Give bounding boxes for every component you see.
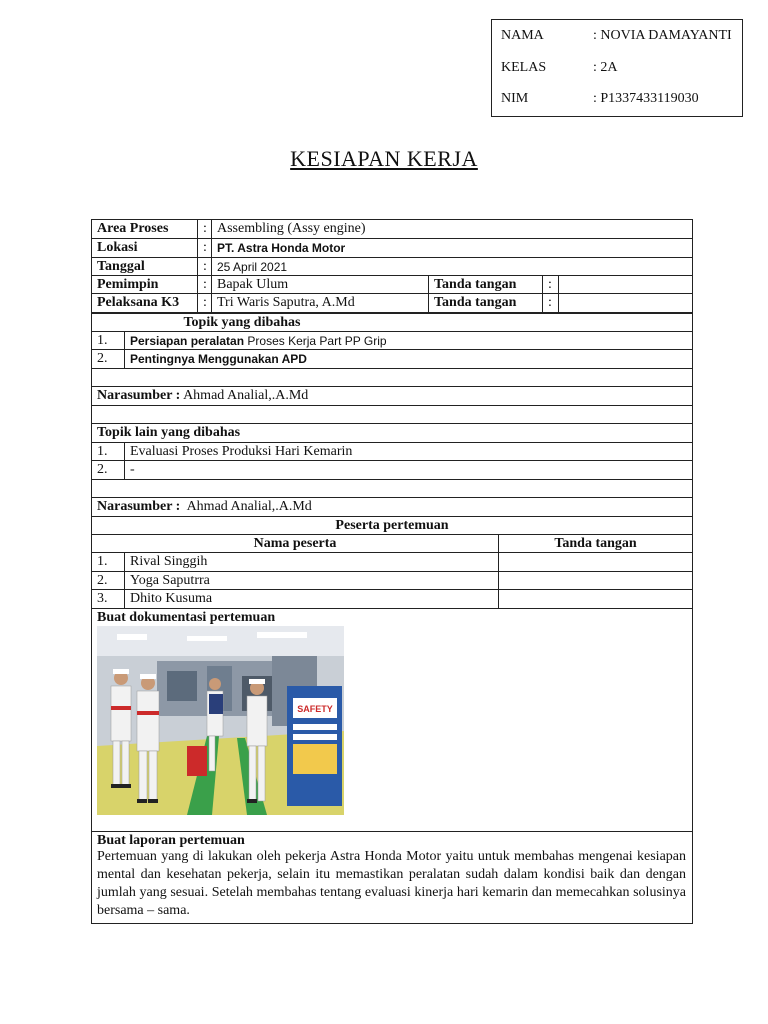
pelaksana-value: Tri Waris Saputra, A.Md — [211, 294, 428, 312]
pelaksana-label: Pelaksana K3 — [97, 295, 180, 310]
pelaksana-row — [92, 294, 692, 313]
tanda-tangan-label: Tanda tangan — [428, 276, 542, 293]
kelas-row — [501, 59, 741, 77]
item-number: 2. — [97, 462, 108, 477]
topik-header: Topik yang dibahas — [183, 314, 301, 330]
tanggal-row — [92, 258, 692, 276]
colon: : — [197, 294, 211, 312]
topik-lain-text: Evaluasi Proses Produksi Hari Kemarin — [124, 443, 692, 460]
blank-row — [92, 369, 692, 387]
peserta-signature-field[interactable] — [498, 553, 692, 571]
tanggal-label: Tanggal — [97, 258, 145, 274]
item-number: 1. — [97, 332, 108, 348]
area-label: Area Proses — [97, 221, 169, 236]
dokumentasi-label: Buat dokumentasi pertemuan — [97, 610, 276, 625]
blank-row — [92, 406, 692, 424]
lokasi-value: PT. Astra Honda Motor — [211, 239, 692, 257]
item-number: 3. — [97, 591, 108, 606]
topik-text — [124, 332, 692, 349]
peserta-row — [92, 553, 692, 572]
laporan-text: Pertemuan yang di lakukan oleh pekerja Astra Honda Motor yaitu untuk membahas mengenai kesiapan mental dan kesehatan pekerja, selain itu memastikan peralatan sudah dalam kondisi baik dan dengan jumlah yang sesuai. Setelah membahas tentang evaluasi kinerja hari kemarin dan memecahkan solusinya bersama – sama. — [97, 849, 686, 918]
meeting-photo — [97, 626, 344, 815]
pemimpin-value: Bapak Ulum — [211, 276, 428, 293]
item-number: 2. — [97, 572, 108, 588]
colon: : — [542, 276, 558, 293]
nim-label: NIM — [501, 91, 529, 106]
page-title: KESIAPAN KERJA — [290, 146, 478, 171]
peserta-row — [92, 590, 692, 609]
laporan-row — [92, 832, 692, 923]
topik-bold: Persiapan peralatan — [130, 333, 245, 348]
peserta-name: Yoga Saputrra — [124, 572, 498, 589]
pemimpin-signature-field[interactable] — [558, 276, 692, 293]
topik-lain-item — [92, 443, 692, 461]
topik-item — [92, 350, 692, 369]
peserta-header-row — [92, 517, 692, 535]
narasumber-value: Ahmad Analial,.A.Md — [180, 499, 312, 514]
factory-photo-illustration — [97, 626, 344, 815]
peserta-row — [92, 572, 692, 590]
page-title-wrap — [0, 146, 768, 172]
colon: : — [197, 258, 211, 275]
lokasi-row — [92, 239, 692, 258]
nama-row — [501, 27, 741, 45]
topik-lain-text: - — [124, 461, 692, 479]
area-row — [92, 220, 692, 239]
meeting-form — [91, 219, 693, 924]
colon: : — [197, 276, 211, 293]
nama-value: : NOVIA DAMAYANTI — [593, 28, 732, 43]
pelaksana-signature-field[interactable] — [558, 294, 692, 312]
laporan-label: Buat laporan pertemuan — [97, 833, 245, 848]
topik-text: Pentingnya Menggunakan APD — [124, 350, 692, 368]
pemimpin-row — [92, 276, 692, 294]
kelas-value: : 2A — [593, 60, 618, 75]
item-number: 2. — [97, 351, 108, 366]
peserta-columns-row — [92, 535, 692, 553]
topik-item — [92, 332, 692, 350]
peserta-header: Peserta pertemuan — [335, 517, 449, 533]
narasumber-value: Ahmad Analial,.A.Md — [180, 388, 309, 403]
dokumentasi-row — [92, 609, 692, 832]
pemimpin-label: Pemimpin — [97, 276, 159, 292]
narasumber-cell — [92, 498, 692, 516]
topik-lain-header-row — [92, 424, 692, 443]
narasumber-cell — [92, 387, 692, 405]
nim-value: : P1337433119030 — [593, 91, 699, 106]
nama-label: NAMA — [501, 28, 544, 43]
nim-row — [501, 90, 741, 108]
area-value: Assembling (Assy engine) — [211, 220, 692, 238]
peserta-name: Dhito Kusuma — [124, 590, 498, 608]
tanggal-value: 25 April 2021 — [211, 258, 692, 275]
tanda-tangan-label: Tanda tangan — [428, 294, 542, 312]
student-info-box — [491, 19, 743, 117]
peserta-name: Rival Singgih — [124, 553, 498, 571]
tanda-tangan-header: Tanda tangan — [498, 535, 692, 552]
narasumber-label: Narasumber : — [97, 388, 181, 403]
topik-header-row — [92, 313, 692, 332]
item-number: 1. — [97, 443, 108, 459]
narasumber-row — [92, 387, 692, 406]
colon: : — [197, 220, 211, 238]
narasumber-label: Narasumber : — [97, 499, 181, 514]
peserta-signature-field[interactable] — [498, 590, 692, 608]
peserta-signature-field[interactable] — [498, 572, 692, 589]
topik-lain-header: Topik lain yang dibahas — [97, 425, 241, 440]
nama-peserta-header: Nama peserta — [253, 535, 337, 551]
narasumber-row — [92, 498, 692, 517]
lokasi-label: Lokasi — [97, 240, 138, 255]
topik-rest: Proses Kerja Part PP Grip — [244, 333, 387, 348]
colon: : — [197, 239, 211, 257]
kelas-label: KELAS — [501, 60, 547, 75]
topik-lain-item — [92, 461, 692, 480]
item-number: 1. — [97, 554, 108, 569]
banner-text: SAFETY — [297, 704, 333, 714]
blank-row — [92, 480, 692, 498]
colon: : — [542, 294, 558, 312]
